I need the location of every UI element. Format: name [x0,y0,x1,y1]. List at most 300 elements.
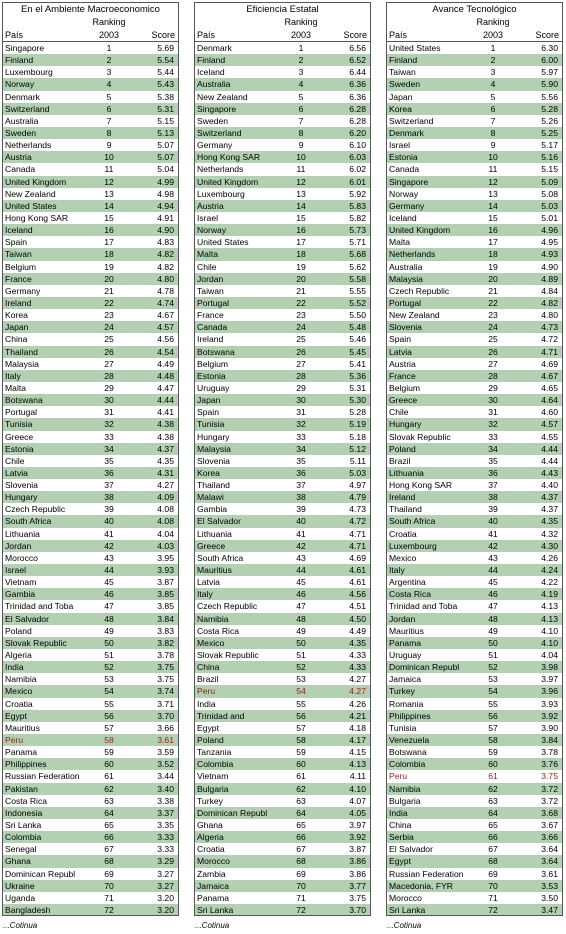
score-cell: 4.44 [157,395,174,406]
rank-cell: 68 [488,856,498,867]
rank-cell: 56 [296,710,306,721]
country-cell: Botswana [197,346,235,357]
score-cell: 4.26 [349,698,366,709]
rank-cell: 5 [106,91,112,102]
country-cell: Iceland [389,212,417,223]
score-cell: 4.38 [157,431,174,442]
rank-cell: 32 [104,419,114,430]
score-cell: 5.18 [349,431,366,442]
rank-cell: 32 [488,419,498,430]
rank-cell: 55 [104,698,114,709]
score-cell: 3.33 [157,844,174,855]
country-cell: Chile [389,407,409,418]
rank-cell: 58 [488,735,498,746]
score-cell: 3.52 [157,759,174,770]
score-cell: 3.84 [541,735,558,746]
country-cell: Egypt [5,710,27,721]
score-cell: 4.35 [541,516,558,527]
table-row [387,261,562,273]
table-row [195,151,370,163]
score-cell: 5.31 [157,103,174,114]
score-cell: 4.33 [349,662,366,673]
rank-cell: 35 [296,455,306,466]
country-cell: Hungary [5,492,38,503]
table-row [3,600,178,612]
score-cell: 4.67 [541,370,558,381]
score-cell: 4.49 [349,625,366,636]
table-row [387,115,562,127]
score-cell: 3.97 [349,820,366,830]
rank-cell: 27 [104,358,114,369]
table-row [387,649,562,661]
country-cell: Poland [5,625,32,636]
rank-cell: 11 [296,164,306,175]
country-cell: South Africa [197,552,244,563]
score-cell: 5.73 [349,225,366,236]
table-row [3,722,178,734]
table-row [195,127,370,139]
score-cell: 4.35 [349,637,366,648]
table-row [3,151,178,163]
country-cell: Vietnam [5,577,37,588]
table-row [3,66,178,78]
country-cell: Iceland [197,67,225,78]
country-cell: Latvia [5,467,28,478]
country-cell: Israel [389,140,411,151]
rank-cell: 26 [104,346,114,357]
rank-cell: 28 [296,370,306,381]
country-cell: Norway [197,225,227,236]
country-cell: Russian Federation [5,771,80,782]
rank-cell: 72 [104,904,114,915]
country-cell: Philippines [389,710,431,721]
country-cell: Estonia [197,370,226,381]
country-cell: Lithuania [197,528,232,539]
table-row [3,855,178,867]
table-row [387,370,562,382]
table-row [387,273,562,285]
rank-cell: 18 [104,249,114,260]
table-row [195,625,370,637]
table-row [195,78,370,90]
score-cell: 3.93 [157,565,174,576]
score-cell: 3.59 [157,747,174,758]
score-cell: 4.54 [157,346,174,357]
table-row [3,588,178,600]
country-cell: Tanzania [197,747,232,758]
country-cell: Iceland [5,225,33,236]
score-cell: 5.03 [349,467,366,478]
table-row [3,746,178,758]
rank-cell: 36 [296,467,306,478]
table-row [387,868,562,880]
country-cell: Peru [389,771,408,782]
score-cell: 5.71 [349,237,366,248]
score-cell: 4.31 [157,467,174,478]
score-cell: 4.80 [157,273,174,284]
rank-cell: 2 [298,55,304,66]
score-cell: 5.44 [157,67,174,78]
rank-cell: 57 [104,722,114,733]
country-cell: Germany [5,285,41,296]
country-cell: Pakistan [5,783,38,794]
table-row [387,78,562,90]
country-cell: Slovenia [389,322,422,333]
rank-cell: 43 [488,552,498,563]
table-row [387,479,562,491]
table-row [195,163,370,175]
rank-cell: 55 [296,698,306,709]
table-row [387,892,562,904]
country-cell: Korea [5,310,28,321]
table-row [195,770,370,782]
country-header: País [389,30,408,40]
table-row [3,236,178,248]
table-row [195,261,370,273]
table-row [195,746,370,758]
rank-cell: 2 [106,55,112,66]
score-cell: 4.84 [541,285,558,296]
rank-cell: 4 [490,79,496,90]
country-cell: Slovak Republic [5,637,67,648]
score-cell: 4.48 [157,370,174,381]
table-row [3,188,178,200]
country-cell: Lithuania [389,467,424,478]
table-row [3,358,178,370]
rank-cell: 53 [296,674,306,685]
rank-cell: 48 [104,613,114,624]
score-cell: 3.27 [157,880,174,891]
score-cell: 5.31 [349,382,366,393]
score-cell: 3.70 [349,904,366,915]
country-cell: Jordan [197,273,224,284]
country-cell: Spain [389,334,411,345]
rank-cell: 5 [490,91,496,102]
country-cell: Switzerland [197,127,242,138]
table-row [195,115,370,127]
country-cell: Tunisia [5,419,33,430]
country-cell: Trinidad and Toba [389,601,458,612]
score-cell: 3.92 [541,710,558,721]
rank-cell: 5 [298,91,304,102]
table-row [195,698,370,710]
score-cell: 4.33 [349,650,366,661]
score-cell: 5.04 [157,164,174,175]
rank-cell: 51 [296,650,306,661]
rank-cell: 57 [296,722,306,733]
score-cell: 3.95 [157,552,174,563]
table-row [3,637,178,649]
rank-cell: 4 [106,79,112,90]
country-cell: Trinidad and Toba [5,601,74,612]
rank-cell: 39 [296,504,306,515]
country-cell: Austria [197,200,224,211]
rank-cell: 3 [490,67,496,78]
rank-cell: 22 [104,297,114,308]
score-cell: 4.56 [157,334,174,345]
table-row [387,880,562,892]
rank-cell: 3 [298,67,304,78]
table-row [3,528,178,540]
year-header: 2003 [98,30,120,40]
score-cell: 3.72 [541,795,558,806]
country-cell: Norway [389,188,419,199]
table-row [387,139,562,151]
score-cell: 6.20 [349,127,366,138]
rank-cell: 30 [488,395,498,406]
country-cell: Jamaica [197,880,229,891]
table-row [195,528,370,540]
rank-cell: 17 [104,237,114,248]
country-cell: Tunisia [389,722,417,733]
score-cell: 4.37 [541,504,558,515]
score-cell: 4.11 [349,771,366,782]
table-row [195,66,370,78]
score-cell: 4.47 [157,382,174,393]
rank-cell: 62 [104,783,114,794]
country-cell: Lithuania [5,528,40,539]
table-row [387,346,562,358]
rank-cell: 37 [104,480,114,491]
rank-cell: 12 [296,176,306,187]
rank-cell: 31 [296,407,306,418]
table-row [387,91,562,103]
country-cell: Hong Kong SAR [5,212,69,223]
score-cell: 5.82 [349,212,366,223]
table-row [387,710,562,722]
country-cell: Egypt [389,856,411,867]
score-cell: 5.08 [541,188,558,199]
table-row [3,297,178,309]
rank-cell: 52 [296,662,306,673]
rank-cell: 13 [488,188,498,199]
score-cell: 3.75 [157,662,174,673]
score-cell: 6.28 [349,103,366,114]
score-cell: 5.01 [541,212,558,223]
country-cell: Botswana [5,395,43,406]
country-cell: Luxembourg [389,540,437,551]
country-cell: Greece [197,540,226,551]
country-cell: Tunisia [197,419,225,430]
country-cell: Botswana [389,747,427,758]
score-cell: 3.92 [349,832,366,843]
score-cell: 3.98 [541,662,558,673]
rank-cell: 32 [296,419,306,430]
rank-cell: 31 [104,407,114,418]
rank-cell: 50 [488,637,498,648]
table-row [3,346,178,358]
rank-cell: 40 [104,516,114,527]
table-row [195,455,370,467]
rank-cell: 21 [296,285,306,296]
rank-cell: 19 [488,261,498,272]
rank-cell: 6 [490,103,496,114]
table-row [3,770,178,782]
country-cell: Portugal [389,297,422,308]
country-cell: Thailand [197,480,230,491]
rank-cell: 50 [104,637,114,648]
table-row [387,807,562,819]
table-row [3,491,178,503]
country-cell: Namibia [5,674,37,685]
rank-cell: 67 [488,844,498,855]
score-cell: 3.61 [157,735,174,746]
country-cell: Canada [5,164,36,175]
table-row [3,176,178,188]
score-cell: 3.76 [541,759,558,770]
score-cell: 3.78 [157,650,174,661]
table-row [387,746,562,758]
table-row [3,394,178,406]
table-row [195,613,370,625]
score-cell: 3.67 [541,820,558,830]
rank-cell: 1 [106,43,112,53]
table-row [195,904,370,916]
rank-cell: 71 [104,892,114,903]
rank-cell: 30 [296,395,306,406]
country-cell: France [5,273,32,284]
country-cell: United States [5,200,57,211]
score-cell: 5.68 [349,249,366,260]
rank-cell: 4 [298,79,304,90]
country-cell: Estonia [5,443,34,454]
score-cell: 4.95 [541,237,558,248]
rank-cell: 23 [296,310,306,321]
country-cell: Namibia [197,613,229,624]
rank-cell: 53 [488,674,498,685]
score-cell: 4.61 [349,565,366,576]
rank-cell: 25 [104,334,114,345]
country-cell: India [5,662,24,673]
country-cell: Belgium [197,358,229,369]
score-cell: 4.57 [157,322,174,333]
country-cell: India [197,698,216,709]
table-row [3,613,178,625]
table-row [3,552,178,564]
score-cell: 4.37 [157,443,174,454]
rank-cell: 12 [104,176,114,187]
rank-cell: 47 [104,601,114,612]
country-cell: Algeria [5,650,32,661]
rank-cell: 69 [488,868,498,879]
score-cell: 4.71 [541,346,558,357]
rank-cell: 28 [104,370,114,381]
country-cell: Jordan [389,613,416,624]
country-cell: Jamaica [389,674,421,685]
country-cell: Greece [389,395,418,406]
rank-cell: 11 [488,164,498,175]
rank-cell: 35 [104,455,114,466]
country-cell: Czech Republic [5,504,66,515]
score-cell: 4.04 [157,528,174,539]
table-row [195,321,370,333]
rank-cell: 48 [488,613,498,624]
score-cell: 4.82 [157,261,174,272]
table-row [387,382,562,394]
score-cell: 5.13 [157,127,174,138]
country-cell: Finland [5,55,34,66]
table-row [387,819,562,831]
rank-cell: 45 [296,577,306,588]
rank-cell: 51 [104,650,114,661]
table-row [195,370,370,382]
country-cell: Turkey [197,795,223,806]
table-row [3,576,178,588]
table-row [387,904,562,916]
score-cell: 6.01 [349,176,366,187]
score-cell: 4.51 [349,601,366,612]
table-row [195,685,370,697]
rank-cell: 58 [104,735,114,746]
rank-cell: 25 [488,334,498,345]
continued-note: ...Cotinua [3,921,38,930]
country-cell: Luxembourg [197,188,245,199]
table-row [3,479,178,491]
rank-cell: 13 [296,188,306,199]
rank-cell: 49 [104,625,114,636]
rank-cell: 52 [488,662,498,673]
country-cell: France [389,370,416,381]
country-cell: Dominican Republ [389,662,460,673]
country-cell: Colombia [389,759,426,770]
score-cell: 3.27 [157,868,174,879]
score-cell: 5.83 [349,200,366,211]
rank-cell: 8 [298,127,304,138]
country-cell: Chile [197,261,217,272]
table-row [195,491,370,503]
rank-cell: 67 [104,844,114,855]
country-cell: Venezuela [389,735,430,746]
country-cell: Peru [197,686,216,697]
rank-cell: 54 [104,686,114,697]
table-row [195,467,370,479]
rank-cell: 59 [488,747,498,758]
country-cell: Mexico [197,637,225,648]
table-row [387,600,562,612]
table-row [195,431,370,443]
country-cell: Indonesia [5,807,43,818]
table-row [3,904,178,916]
rank-cell: 20 [104,273,114,284]
panel-technology [386,2,563,916]
table-row [387,200,562,212]
rank-cell: 36 [104,467,114,478]
table-row [387,576,562,588]
table-row [387,248,562,260]
score-cell: 3.78 [541,747,558,758]
table-row [195,382,370,394]
table-row [195,333,370,345]
country-cell: South Africa [389,516,436,527]
rank-cell: 66 [104,832,114,843]
table-row [387,418,562,430]
rank-cell: 8 [106,127,112,138]
country-cell: Switzerland [5,103,50,114]
country-cell: Morocco [389,892,422,903]
rank-cell: 34 [296,443,306,454]
country-cell: Hungary [197,431,230,442]
score-cell: 5.15 [541,164,558,175]
score-cell: 5.38 [157,91,174,102]
country-cell: Vietnam [197,771,229,782]
table-row [3,819,178,831]
score-cell: 4.07 [349,795,366,806]
score-cell: 3.72 [541,783,558,794]
rank-cell: 49 [296,625,306,636]
table-row [3,139,178,151]
table-row [3,467,178,479]
rank-cell: 68 [296,856,306,867]
